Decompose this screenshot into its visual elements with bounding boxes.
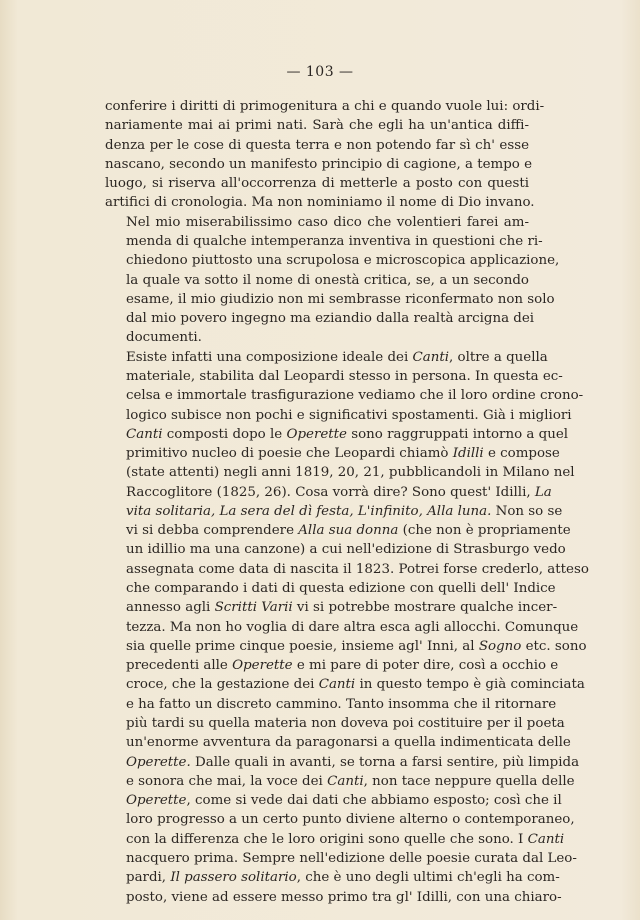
text-line [105,637,587,656]
text-run: documenti. [126,330,202,346]
italic-title: Alla sua donna [298,523,399,539]
text-run: vi si debba comprendere [126,523,299,539]
text-run: annesso agli [126,600,215,616]
text-run: un'enorme avventura da paragonarsi a quella indimenticata delle [126,735,571,751]
text-line [105,425,569,444]
text-run: un idillio ma una canzone) a cui nell'edizione di Strasburgo vedo [126,542,566,558]
text-line [105,868,560,887]
text-line [105,290,555,309]
text-line [105,888,562,907]
text-run: chiedono piuttosto una scrupolosa e microscopica applicazione, [126,253,560,269]
paragraph [105,97,545,213]
text-line [105,830,565,849]
italic-title: Canti [318,677,356,693]
text-line [105,367,563,386]
text-run: , come si vede dai dati che abbiamo esposto; così che il [186,793,562,809]
text-run: sia quelle prime cinque poesie, insieme agl' Inni, al [126,638,479,654]
text-run: etc. sono [521,638,587,654]
text-run: Esiste infatti una composizione ideale dei [126,349,413,365]
text-line [105,193,535,212]
text-run: primitivo nucleo di poesie che Leopardi chiamò [126,446,453,462]
text-run: materiale, stabilita dal Leopardi stesso in persona. In questa ec- [126,368,563,384]
text-line [105,309,535,328]
text-run: composti dopo le [162,426,287,442]
text-run: vi si potrebbe mostrare qualche incer- [292,600,558,616]
italic-title: vita solitaria, La sera del dì festa, L'infinito, Alla luna. [126,503,492,519]
text-run: e mi pare di poter dire, così a occhio e [292,658,559,674]
text-line [105,386,584,405]
italic-title: Operette [126,793,187,809]
text-line [105,328,529,347]
italic-title: Canti [126,426,163,442]
text-run: più tardi su quella materia non doveva poi costituire per il poeta [126,716,565,731]
text-line [105,251,560,270]
text-line [105,463,575,482]
text-line [105,733,571,752]
text-line [105,695,557,714]
text-run: nariamente mai ai primi nati. Sarà che egli ha un'antica diffi- [105,118,529,134]
text-line [105,502,563,521]
text-run: (che non è propriamente [398,523,571,539]
text-run: tezza. Ma non ho voglia di dare altra esca agli allocchi. Comunque [126,619,579,635]
italic-title: Sogno [478,638,522,654]
text-line [105,483,552,502]
text-run: loro progresso a un certo punto diviene alterno o contemporaneo, [126,812,575,828]
text-run: dal mio povero ingegno ma eziandio dalla realtà arcigna dei [126,311,535,327]
text-run: precedenti alle [126,658,233,674]
text-run: sono raggruppati intorno a quel [346,426,569,442]
text-line [105,116,529,135]
text-run: nacquero prima. Sempre nell'edizione delle poesie curata dal Leo- [126,850,577,866]
text-line [105,714,565,733]
text-line [105,136,529,155]
italic-title: Canti [412,349,450,365]
text-line [105,406,572,425]
text-line [105,97,545,116]
text-line [105,753,580,772]
text-line [105,213,529,232]
text-run: , non tace neppure quella delle [363,773,575,789]
text-line [105,232,543,251]
text-line [105,598,558,617]
text-run: (state attenti) negli anni 1819, 20, 21, pubblicandoli in Milano nel [126,465,575,481]
text-line [105,540,566,559]
italic-title: Il passero solitario [170,870,297,886]
text-run: Nel mio miserabilissimo caso dico che volentieri farei am- [126,214,529,230]
text-run: celsa e immortale trasfigurazione vediamo che il loro ordine crono- [126,388,584,404]
paragraph [105,213,560,348]
italic-title: Operette [286,426,347,442]
italic-title: Operette [232,658,293,674]
text-run: in questo tempo è già cominciata [355,677,585,693]
text-run: posto, viene ad essere messo primo tra gl' Idilli, con una chiaro- [126,889,562,905]
text-run: croce, che la gestazione dei [126,677,319,693]
text-line [105,444,560,463]
text-run: Non so se [491,503,563,519]
text-line [105,772,575,791]
text-run: che comparando i dati di questa edizione con quelli dell' Indice [126,581,556,597]
text-run: pardi, [126,870,171,886]
text-run: , che è uno degli ultimi ch'egli ha com- [296,870,560,886]
text-line [105,560,589,579]
text-line [105,521,571,540]
paragraph [105,348,589,907]
text-line [105,348,548,367]
text-line [105,174,529,193]
text-run: artifici di cronologia. Ma non nominiamo il nome di Dio invano. [105,195,535,211]
text-line [105,810,575,829]
text-line [105,579,556,598]
text-run: luogo, si riserva all'occorrenza di metterle a posto con questi [105,176,529,192]
text-line [105,675,585,694]
text-run: assegnata come data di nascita il 1823. Potrei forse crederlo, atteso [126,561,589,577]
text-run: esame, il mio giudizio non mi sembrasse riconfermato non solo [126,291,555,307]
text-run: Dalle quali in avanti, se torna a farsi sentire, più limpida [190,754,580,770]
text-line [105,618,579,637]
text-run: conferire i diritti di primogenitura a chi e quando vuole lui: ordi- [105,99,545,114]
text-line [105,849,577,868]
text-line [105,791,562,810]
text-run: nascano, secondo un manifesto principio di cagione, a tempo e [105,156,533,172]
text-run: e ha fatto un discreto cammino. Tanto insomma che il ritornare [126,696,557,712]
page-number: — 103 — [286,64,354,80]
text-run: , oltre a quella [449,349,548,365]
text-run: logico subisce non pochi e significativi spostamenti. Già i migliori [126,407,572,423]
text-run: con la differenza che le loro origini sono quelle che sono. I [126,831,528,847]
text-line [105,656,559,675]
body-text [105,97,589,907]
italic-title: Canti [327,773,364,789]
italic-title: Scritti Varii [214,600,293,616]
italic-title: Idilli [452,446,484,462]
text-line [105,155,533,174]
italic-title: La [534,484,552,500]
text-run: Raccoglitore (1825, 26). Cosa vorrà dire? Sono quest' Idilli, [126,484,535,500]
text-line [105,271,529,290]
text-run: e sonora che mai, la voce dei [126,773,328,789]
text-run: e compose [483,446,560,462]
text-run: denza per le cose di questa terra e non potendo far sì ch' esse [105,137,529,153]
italic-title: Operette. [126,754,191,770]
text-run: la quale va sotto il nome di onestà critica, se, a un secondo [126,272,529,288]
text-run: menda di qualche intemperanza inventiva in questioni che ri- [126,233,543,249]
italic-title: Canti [527,831,565,847]
